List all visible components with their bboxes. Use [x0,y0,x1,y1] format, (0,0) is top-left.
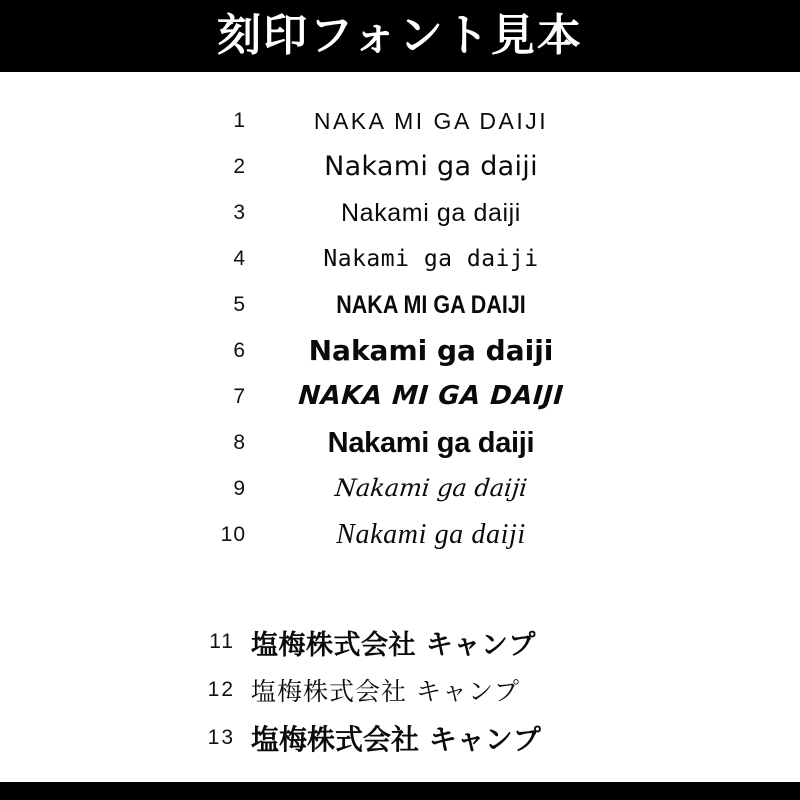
list-item [0,190,800,236]
sample-text: NAKA MI GA DAIJI [313,107,549,134]
sample-number: 5 [233,293,246,316]
list-item [0,512,800,558]
list-item [0,374,800,420]
footer-banner [0,782,800,800]
sample-number: 1 [233,109,246,132]
list-item [0,328,800,374]
sample-number: 2 [233,155,246,178]
sample-number: 6 [233,339,246,362]
sample-number: 11 [209,630,235,653]
sample-text: Nakami ga daiji [341,198,521,227]
sample-number: 7 [233,385,246,408]
sample-number: 13 [207,726,235,749]
list-item [0,236,800,282]
list-item [0,618,800,666]
sample-text: Nakami ga daiji [333,474,529,503]
sample-text: NAKA MI GA DAIJI [336,290,526,319]
japanese-sample-list [0,558,800,762]
sample-text: Nakami ga daiji [324,150,538,182]
list-item [0,144,800,190]
list-item [0,282,800,328]
sample-number: 10 [220,523,246,546]
list-item [0,714,800,762]
list-item [0,98,800,144]
list-item [0,420,800,466]
sample-number: 9 [233,477,246,500]
sample-number: 4 [233,247,246,270]
page-title: 刻印フォント見本 [217,10,583,61]
sample-number: 3 [233,201,246,224]
sample-text: NAKA MI GA DAIJI [297,381,565,412]
sample-number: 8 [233,431,246,454]
sample-text: Nakami ga daiji [323,245,539,272]
sample-text: 塩梅株式会社 キャンプ [251,677,520,706]
latin-sample-list [0,72,800,558]
list-item [0,666,800,714]
sample-text: Nakami ga daiji [336,519,526,551]
list-item [0,466,800,512]
sample-text: 塩梅株式会社 キャンプ [251,723,541,756]
header-banner [0,0,800,72]
sample-number: 12 [207,678,235,701]
sample-text: Nakami ga daiji [327,426,535,459]
sample-text: Nakami ga daiji [308,334,554,368]
sample-text: 塩梅株式会社 キャンプ [251,629,536,661]
